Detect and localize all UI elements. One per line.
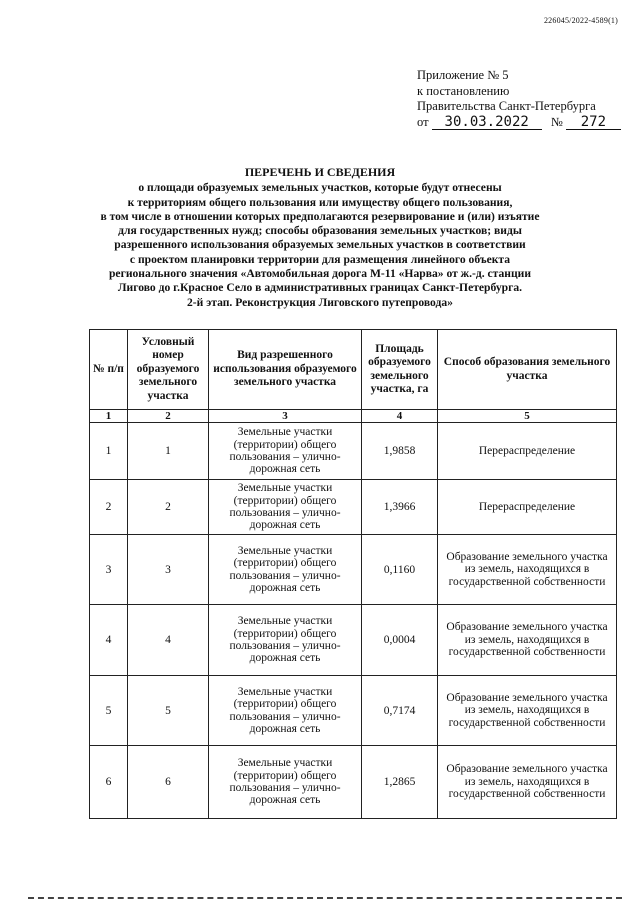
decree-date: 30.03.2022: [432, 115, 542, 130]
header-cell: № п/п: [90, 330, 128, 410]
title-line: о площади образуемых земельных участков, которые будут отнесены: [138, 181, 502, 195]
plot-number: 3: [128, 535, 209, 605]
plot-number: 6: [128, 746, 209, 819]
plot-area: 1,3966: [362, 480, 438, 535]
formation-method: Образование земельного участка из земель, находящихся в государственной собственности: [438, 746, 617, 819]
row-number: 1: [90, 423, 128, 480]
formation-method: Перераспределение: [438, 423, 617, 480]
row-number: 4: [90, 605, 128, 676]
column-number: 1: [90, 410, 128, 423]
permitted-use: Земельные участки (территории) общего пользования – улично-дорожная сеть: [209, 746, 362, 819]
appendix-line: к постановлению: [417, 83, 510, 98]
plot-number: 2: [128, 480, 209, 535]
table-header-row: [90, 330, 617, 410]
title-line: в том числе в отношении которых предполагаются резервирование и (или) изъятие: [100, 209, 540, 223]
title-line: к территориям общего пользования или имуществу общего пользования,: [127, 195, 513, 209]
decree-number: 272: [566, 115, 621, 130]
from-label: от: [417, 114, 429, 129]
plot-area: 0,0004: [362, 605, 438, 676]
header-cell: Способ образования земельного участка: [438, 330, 617, 410]
permitted-use: Земельные участки (территории) общего пользования – улично-дорожная сеть: [209, 676, 362, 746]
permitted-use: Земельные участки (территории) общего пользования – улично-дорожная сеть: [209, 535, 362, 605]
formation-method: Образование земельного участка из земель, находящихся в государственной собственности: [438, 535, 617, 605]
title-line: разрешенного использования образуемых земельных участков в соответствии: [114, 238, 526, 252]
document-title: [0, 165, 640, 310]
plot-area: 0,7174: [362, 676, 438, 746]
row-number: 3: [90, 535, 128, 605]
formation-method: Образование земельного участка из земель, находящихся в государственной собственности: [438, 605, 617, 676]
appendix-line: Правительства Санкт-Петербурга: [417, 99, 596, 113]
table-row: [90, 535, 617, 605]
plot-number: 5: [128, 676, 209, 746]
title-line: 2-й этап. Реконструкция Лиговского путепровода»: [187, 295, 453, 309]
column-number: 3: [209, 410, 362, 423]
plot-number: 4: [128, 605, 209, 676]
title-line: регионального значения «Автомобильная дорога М-11 «Нарва» от ж.-д. станции: [108, 267, 532, 281]
number-label: №: [550, 114, 563, 129]
appendix-date-row: [417, 115, 621, 131]
scan-edge-line: [28, 897, 622, 899]
permitted-use: Земельные участки (территории) общего пользования – улично-дорожная сеть: [209, 423, 362, 480]
permitted-use: Земельные участки (территории) общего пользования – улично-дорожная сеть: [209, 605, 362, 676]
title-main: ПЕРЕЧЕНЬ И СВЕДЕНИЯ: [244, 165, 396, 179]
appendix-line: Приложение № 5: [417, 68, 509, 82]
row-number: 5: [90, 676, 128, 746]
column-number: 5: [438, 410, 617, 423]
table-row: [90, 480, 617, 535]
column-number: 4: [362, 410, 438, 423]
land-plots-table: [89, 329, 617, 819]
header-cell: Условный номер образуемого земельного участка: [128, 330, 209, 410]
title-line: с проектом планировки территории для размещения линейного объекта: [129, 252, 511, 266]
table-row: [90, 676, 617, 746]
table-row: [90, 423, 617, 480]
plot-area: 1,2865: [362, 746, 438, 819]
title-line: Лигово до г.Красное Село в административных границах Санкт-Петербурга.: [117, 281, 523, 295]
appendix-block: [417, 68, 621, 130]
permitted-use: Земельные участки (территории) общего пользования – улично-дорожная сеть: [209, 480, 362, 535]
plot-number: 1: [128, 423, 209, 480]
table-row: [90, 605, 617, 676]
row-number: 2: [90, 480, 128, 535]
title-line: для государственных нужд; способы образования земельных участков; виды: [118, 224, 522, 238]
plot-area: 0,1160: [362, 535, 438, 605]
plot-area: 1,9858: [362, 423, 438, 480]
column-number-row: [90, 410, 617, 423]
row-number: 6: [90, 746, 128, 819]
formation-method: Образование земельного участка из земель, находящихся в государственной собственности: [438, 676, 617, 746]
table-row: [90, 746, 617, 819]
formation-method: Перераспределение: [438, 480, 617, 535]
header-cell: Площадь образуемого земельного участка, га: [362, 330, 438, 410]
header-cell: Вид разрешенного использования образуемого земельного участка: [209, 330, 362, 410]
document-id: 226045/2022-4589(1): [543, 16, 618, 25]
column-number: 2: [128, 410, 209, 423]
